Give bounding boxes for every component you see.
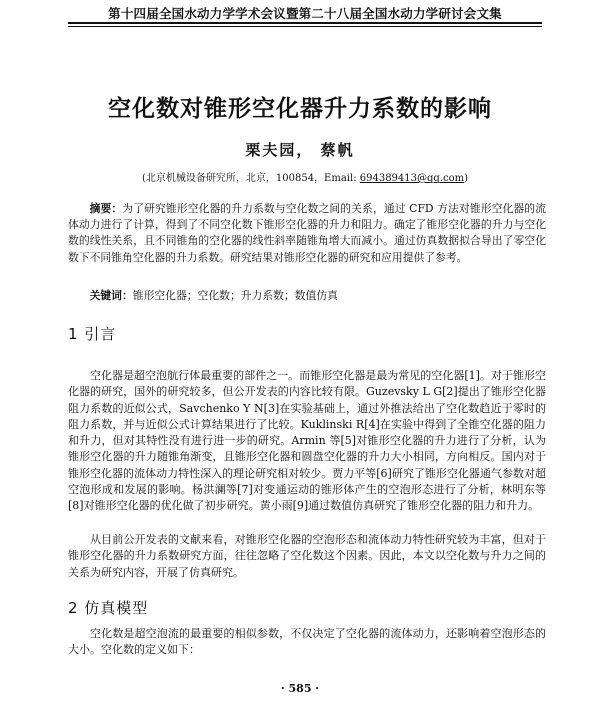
keywords-text: 锥形空化器；空化数；升力系数；数值仿真 xyxy=(132,289,338,302)
affiliation-text: (北京机械设备研究所，北京，100854，Email: xyxy=(141,173,360,184)
paragraph: 从目前公开发表的文献来看，对锥形空化器的空泡形态和流体动力特性研究较为丰富，但对于锥形空化器的升力系数研究方面，往往忽略了空化数这个因素。因此，本文以空化数与升力之间的关系为研究内容，开展了仿真研究。 xyxy=(68,533,546,579)
paragraph: 空化数是超空泡流的最重要的相似参数，不仅决定了空化器的流体动力，还影响着空泡形态的大小。空化数的定义如下： xyxy=(68,627,546,657)
section-heading-introduction: 1 引言 xyxy=(68,325,117,343)
header-rule-thin xyxy=(68,26,542,27)
authors: 栗夫园， 蔡帆 xyxy=(245,141,355,159)
affiliation xyxy=(80,169,530,184)
abstract xyxy=(68,201,546,266)
header-rule xyxy=(68,22,542,24)
running-header: 第十四届全国水动力学学术会议暨第二十八届全国水动力学研讨会文集 xyxy=(108,6,502,21)
section-heading-simulation-model: 2 仿真模型 xyxy=(68,599,149,617)
paragraph: 空化器是超空泡航行体最重要的部件之一。而锥形空化器是最为常见的空化器[1]。对于锥形空化器的研究，国外的研究较多，但公开发表的内容比较有限。Guzevsky L G[2]提出了锥形空化器阻力系数的近似公式，Savchenko Y N[3]在实验基础上，通过外推法给出了空化数趋近于零时的阻力系数，并与近似公式计算结果进行了比较。Kuklinski R[4]在实验中得到了全锥空化器的阻力和升力，但对其特性没有进行进一步的研究。Armin 等[5]对锥形空化器的升力进行了分析，认为锥形空化器的升力随锥角渐变，且锥形空化器和圆盘空化器的升力大小相同，方向相反。国内对于锥形空化器的流体动力特性深入的理论研究相对较少。贾力平等[6]研究了锥形空化器通气参数对超空泡形成和发展的影响。杨洪澜等[7]对变通运动的锥形体产生的空泡形态进行了分析，林明东等[8]对锥形空化器的优化做了初步研究。黄小雨[9]通过数值仿真研究了锥形空化器的阻力和升力。 xyxy=(68,369,546,513)
paper-title: 空化数对锥形空化器升力系数的影响 xyxy=(108,96,492,122)
keywords-label: 关键词： xyxy=(89,289,133,302)
abstract-text: 为了研究锥形空化器的升力系数与空化数之间的关系，通过 CFD 方法对锥形空化器的流体动力进行了计算，得到了不同空化数下锥形空化器的升力和阻力。确定了锥形空化器的升力与空化数的线性关系，且不同锥角的空化器的线性斜率随锥角增大而减小。通过仿真数据拟合导出了零空化数下不同锥角空化器的升力系数。研究结果对锥形空化器的研究和应用提供了参考。 xyxy=(68,202,546,264)
email-address: 694389413@qq.com xyxy=(359,173,465,184)
affiliation-close: ) xyxy=(464,173,469,184)
abstract-label: 摘要： xyxy=(89,202,123,215)
keywords xyxy=(68,288,546,304)
page-number: · 585 · xyxy=(280,682,320,695)
